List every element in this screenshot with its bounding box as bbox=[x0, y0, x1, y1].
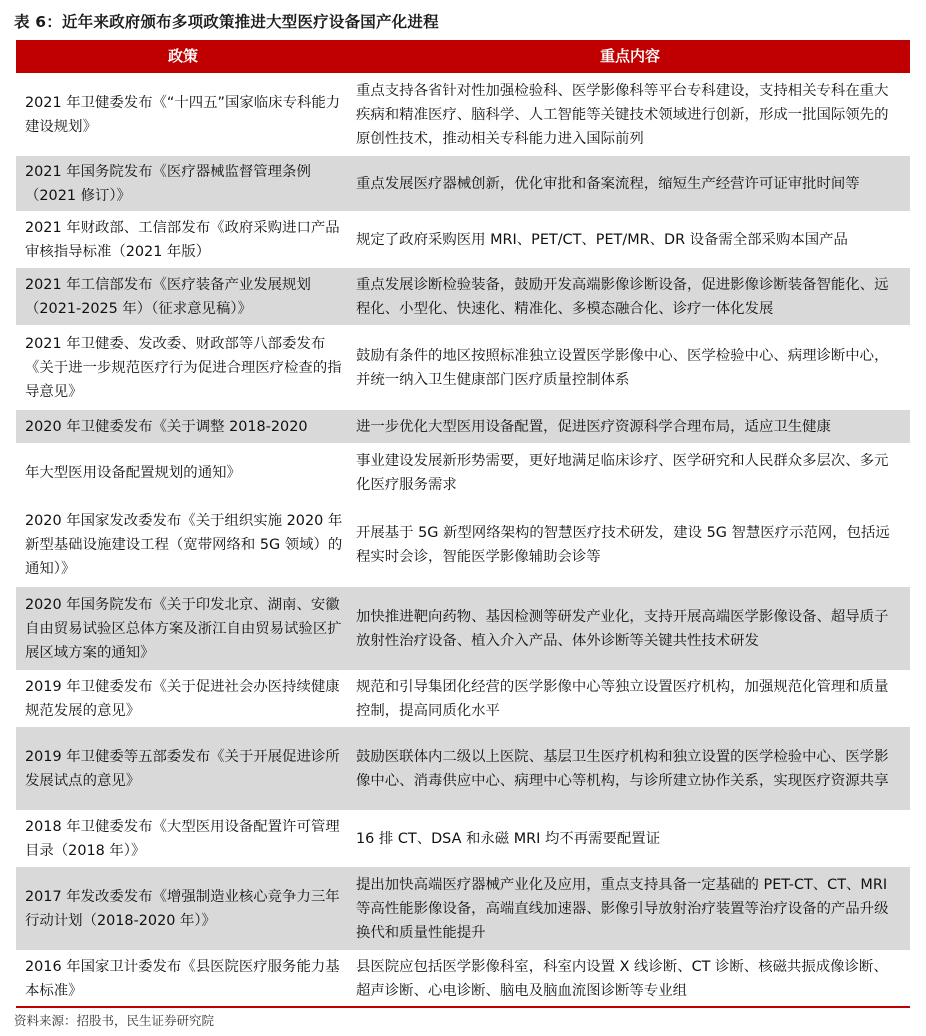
source-note: 资料来源：招股书，民生证券研究院 bbox=[14, 1013, 215, 1028]
content-cell: 鼓励有条件的地区按照标准独立设置医学影像中心、医学检验中心、病理诊断中心，并统一纳入卫生健康部门医疗质量控制体系 bbox=[356, 347, 889, 388]
content-cell: 提出加快高端医疗器械产业化及应用，重点支持具备一定基础的 PET-CT、CT、MRI 等高性能影像设备，高端直线加速器、影像引导放射治疗装置等治疗设备的产品升级换代和质量性能提升 bbox=[356, 876, 889, 941]
table-row bbox=[16, 810, 910, 866]
content-cell: 规范和引导集团化经营的医学影像中心等独立设置医疗机构，加强规范化管理和质量控制，提高同质化水平 bbox=[356, 678, 889, 719]
policy-cell: 2019 年卫健委等五部委发布《关于开展促进诊所发展试点的意见》 bbox=[25, 748, 340, 789]
policy-cell: 2017 年发改委发布《增强制造业核心竞争力三年行动计划（2018-2020 年）》 bbox=[25, 888, 340, 929]
policy-cell: 2019 年卫健委发布《关于促进社会办医持续健康规范发展的意见》 bbox=[25, 678, 340, 719]
content-cell: 鼓励医联体内二级以上医院、基层卫生医疗机构和独立设置的医学检验中心、医学影像中心、消毒供应中心、病理中心等机构，与诊所建立协作关系，实现医疗资源共享 bbox=[356, 748, 889, 789]
policy-cell: 2020 年国务院发布《关于印发北京、湖南、安徽自由贸易试验区总体方案及浙江自由贸易试验区扩展区域方案的通知》 bbox=[25, 596, 342, 661]
policy-cell: 2021 年卫健委发布《“十四五”国家临床专科能力建设规划》 bbox=[25, 94, 341, 135]
content-cell: 重点支持各省针对性加强检验科、医学影像科等平台专科建设，支持相关专科在重大疾病和精准医疗、脑科学、人工智能等关键技术领域进行创新，形成一批国际领先的原创性技术，推动相关专科能力进入国际前列 bbox=[356, 82, 889, 147]
content-cell: 重点发展诊断检验装备，鼓励开发高端影像诊断设备，促进影像诊断装备智能化、远程化、小型化、快速化、精准化、多模态融合化、诊疗一体化发展 bbox=[356, 276, 889, 317]
table-row bbox=[16, 950, 910, 1006]
content-cell: 重点发展医疗器械创新，优化审批和备案流程，缩短生产经营许可证审批时间等 bbox=[356, 175, 860, 192]
table-row bbox=[16, 502, 910, 586]
content-cell: 16 排 CT、DSA 和永磁 MRI 均不再需要配置证 bbox=[356, 830, 661, 847]
policy-cell: 2016 年国家卫计委发布《县医院医疗服务能力基本标准》 bbox=[25, 958, 340, 999]
policy-cell: 2021 年国务院发布《医疗器械监督管理条例（2021 修订）》 bbox=[25, 163, 311, 204]
content-cell: 事业建设发展新形势需要，更好地满足临床诊疗、医学研究和人民群众多层次、多元化医疗服务需求 bbox=[356, 453, 889, 493]
policy-cell: 2021 年工信部发布《医疗装备产业发展规划（2021-2025 年）（征求意见稿）》 bbox=[25, 276, 311, 317]
content-cell: 进一步优化大型医用设备配置，促进医疗资源科学合理布局，适应卫生健康 bbox=[356, 418, 831, 435]
policy-cell: 2021 年卫健委、发改委、财政部等八部委发布《关于进一步规范医疗行为促进合理医疗检查的指导意见》 bbox=[25, 335, 342, 400]
table-row bbox=[16, 443, 910, 502]
content-cell: 县医院应包括医学影像科室，科室内设置 X 线诊断、CT 诊断、核磁共振成像诊断、超声诊断、心电诊断、脑电及脑血流图诊断等专业组 bbox=[356, 958, 888, 999]
policy-cell: 年大型医用设备配置规划的通知》 bbox=[25, 465, 241, 481]
content-cell: 加快推进靶向药物、基因检测等研发产业化，支持开展高端医学影像设备、超导质子放射性治疗设备、植入介入产品、体外诊断等关键共性技术研发 bbox=[356, 608, 889, 649]
header-content: 重点内容 bbox=[599, 47, 660, 65]
table-row bbox=[16, 155, 910, 211]
table-header bbox=[16, 40, 910, 73]
table-row bbox=[16, 670, 910, 726]
policy-cell: 2021 年财政部、工信部发布《政府采购进口产品审核指导标准（2021 年版） bbox=[25, 219, 340, 260]
content-cell: 开展基于 5G 新型网络架构的智慧医疗技术研发，建设 5G 智慧医疗示范网，包括远程实时会诊，智能医学影像辅助会诊等 bbox=[356, 524, 890, 565]
table-row bbox=[16, 325, 910, 409]
policy-cell: 2020 年卫健委发布《关于调整 2018-2020 bbox=[25, 418, 308, 435]
content-cell: 规定了政府采购医用 MRI、PET/CT、PET/MR、DR 设备需全部采购本国产品 bbox=[356, 231, 848, 248]
table-row bbox=[16, 73, 910, 155]
table-row bbox=[16, 409, 910, 443]
table-row bbox=[16, 726, 910, 810]
table-row bbox=[16, 267, 910, 325]
table-bottom-rule bbox=[16, 1006, 910, 1008]
table-row bbox=[16, 586, 910, 670]
header-policy: 政策 bbox=[167, 47, 198, 65]
policy-cell: 2020 年国家发改委发布《关于组织实施 2020 年新型基础设施建设工程（宽带网络和 5G 领域）的通知）》 bbox=[25, 512, 343, 577]
table-row bbox=[16, 866, 910, 950]
table-title: 表 6：近年来政府颁布多项政策推进大型医疗设备国产化进程 bbox=[14, 13, 439, 31]
table-row bbox=[16, 211, 910, 267]
policy-cell: 2018 年卫健委发布《大型医用设备配置许可管理目录（2018 年）》 bbox=[25, 818, 340, 859]
